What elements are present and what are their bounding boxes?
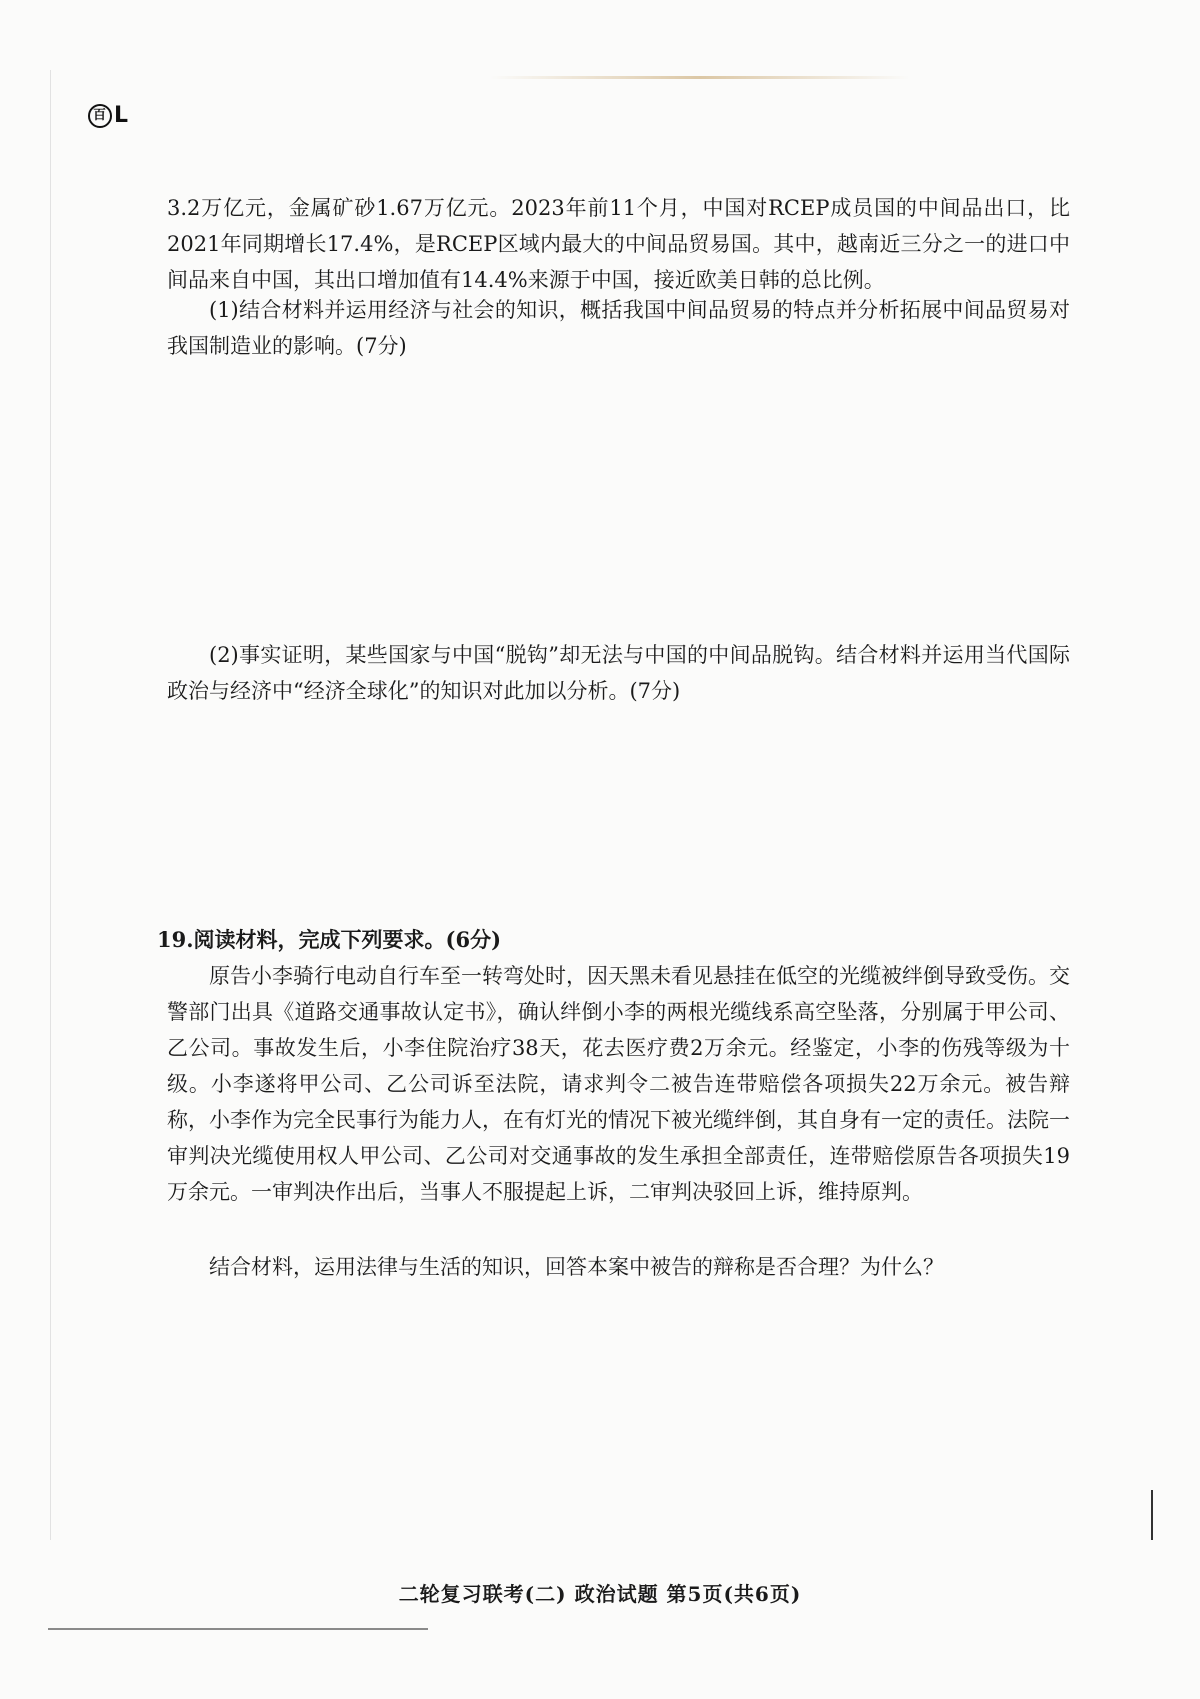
scan-bottom-rule (48, 1628, 428, 1630)
question-19-prompt: 结合材料，运用法律与生活的知识，回答本案中被告的辩称是否合理？为什么？ (209, 1255, 944, 1279)
material-continuation: 3.2万亿元，金属矿砂1.67万亿元。2023年前11个月，中国对RCEP成员国的中间品出口，比2021年同期增长17.4%，是RCEP区域内最大的中间品贸易国。其中，越南近三分之一的进口中间品来自中国，其出口增加值有14.4%来源于中国，接近欧美日韩的总比例。 (167, 196, 1070, 292)
question-19-material: 原告小李骑行电动自行车至一转弯处时，因天黑未看见悬挂在低空的光缆被绊倒导致受伤。交警部门出具《道路交通事故认定书》，确认绊倒小李的两根光缆线系高空坠落，分别属于甲公司、乙公司。事故发生后，小李住院治疗38天，花去医疗费2万余元。经鉴定，小李的伤残等级为十级。小李遂将甲公司、乙公司诉至法院，请求判令二被告连带赔偿各项损失22万余元。被告辩称，小李作为完全民事行为能力人，在有灯光的情况下被光缆绊倒，其自身有一定的责任。法院一审判决光缆使用权人甲公司、乙公司对交通事故的发生承担全部责任，连带赔偿原告各项损失19万余元。一审判决作出后，当事人不服提起上诉，二审判决驳回上诉，维持原判。 (167, 964, 1070, 1204)
question-18-part-1: (1)结合材料并运用经济与社会的知识，概括我国中间品贸易的特点并分析拓展中间品贸易对我国制造业的影响。(7分) (167, 298, 1070, 358)
question-18-part-2: (2)事实证明，某些国家与中国“脱钩”却无法与中国的中间品脱钩。结合材料并运用当代国际政治与经济中“经济全球化”的知识对此加以分析。(7分) (167, 643, 1070, 703)
scan-margin-mark (1151, 1490, 1153, 1540)
corner-mark-suffix: L (114, 103, 130, 128)
question-19-title: 19.阅读材料，完成下列要求。(6分) (157, 927, 502, 952)
page-footer: 二轮复习联考(二) 政治试题 第5页(共6页) (398, 1582, 802, 1606)
corner-mark (88, 103, 129, 128)
scan-edge-line (50, 70, 51, 1540)
circled-char: 百 (88, 104, 112, 128)
scan-top-rule (490, 76, 910, 79)
